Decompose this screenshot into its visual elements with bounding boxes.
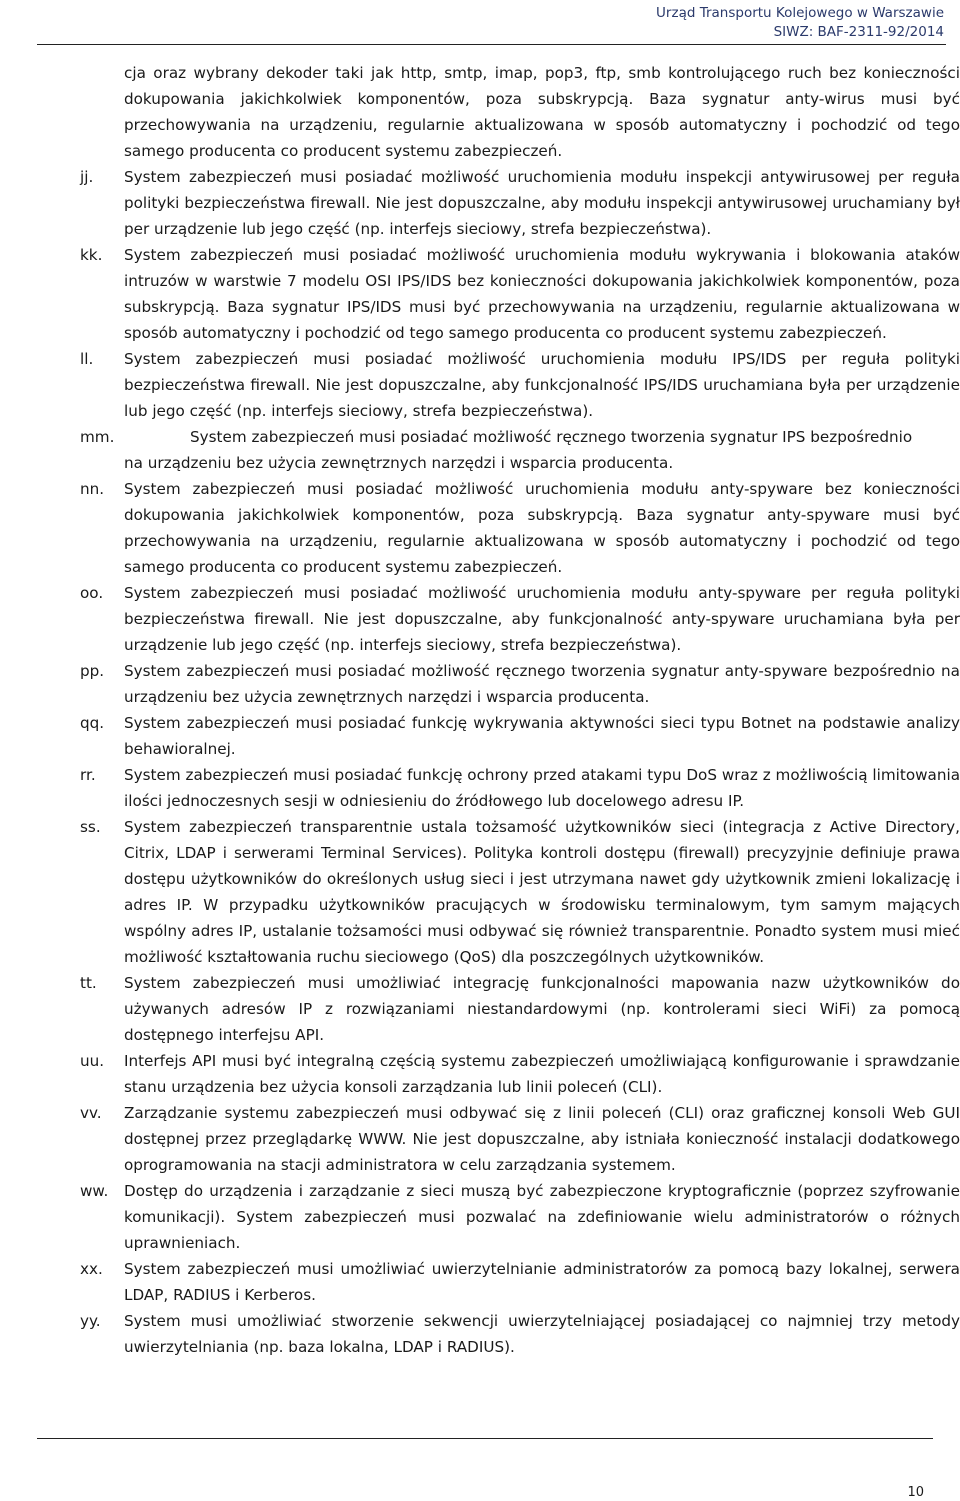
list-item-label: nn. <box>80 480 105 498</box>
list-item-text: System zabezpieczeń musi posiadać możliwość uruchomienia modułu IPS/IDS per reguła polityki bezpieczeństwa firewall. Nie jest dopuszczalne, aby funkcjonalność IPS/IDS uruchamiana była per urządzenie lub jego część (np. interfejs sieciowy, strefa bezpieczeństwa). <box>124 350 960 420</box>
document-header <box>656 4 944 42</box>
list-item-text: System zabezpieczeń musi posiadać funkcję ochrony przed atakami typu DoS wraz z możliwością limitowania ilości jednoczesnych sesji w odniesieniu do źródłowego lub docelowego adresu IP. <box>124 766 960 810</box>
list-item-label: rr. <box>80 766 96 784</box>
list-item-text: System musi umożliwiać stworzenie sekwencji uwierzytelniającej posiadającej co najmniej trzy metody uwierzytelniania (np. baza lokalna, LDAP i RADIUS). <box>124 1312 960 1356</box>
list-item-text-first-line: System zabezpieczeń musi posiadać możliwość ręcznego tworzenia sygnatur IPS bezpośrednio <box>190 428 913 446</box>
list-item <box>80 658 960 710</box>
list-item-text: System zabezpieczeń musi posiadać możliwość uruchomienia modułu anty-spyware per reguła polityki bezpieczeństwa firewall. Nie jest dopuszczalne, aby funkcjonalność anty-spyware uruchamiana była per urządzenie lub jego część (np. interfejs sieciowy, strefa bezpieczeństwa). <box>124 584 960 654</box>
list-item <box>80 1048 960 1100</box>
list-item-text: Zarządzanie systemu zabezpieczeń musi odbywać się z linii poleceń (CLI) oraz graficznej konsoli Web GUI dostępnej przez przeglądarkę WWW. Nie jest dopuszczalne, aby istniała konieczność instalacji dodatkowego oprogramowania na stacji administratora w celu zarządzania systemem. <box>124 1104 960 1174</box>
header-institution: Urząd Transportu Kolejowego w Warszawie <box>656 5 944 21</box>
list-item-label: uu. <box>80 1052 105 1070</box>
list-item <box>80 1256 960 1308</box>
items-list <box>80 164 960 1360</box>
list-item-text: Interfejs API musi być integralną częścią systemu zabezpieczeń umożliwiającą konfigurowanie i sprawdzanie stanu urządzenia bez użycia konsoli zarządzania lub linii poleceń (CLI). <box>124 1052 960 1096</box>
list-item-text: System zabezpieczeń transparentnie ustala tożsamość użytkowników sieci (integracja z Active Directory, Citrix, LDAP i serwerami Terminal Services). Polityka kontroli dostępu (firewall) precyzyjnie definiuje prawa dostępu użytkowników do określonych usług sieci i jest utrzymana nawet gdy użytkownik zmieni lokalizację i adres IP. W przypadku użytkowników pracujących w środowisku terminalowym, tym samym mających wspólny adres IP, ustalanie tożsamości musi odbywać się również transparentnie. Ponadto system musi mieć możliwość kształtowania ruchu sieciowego (QoS) dla poszczególnych użytkowników. <box>124 818 960 966</box>
list-item <box>80 762 960 814</box>
list-item-label: vv. <box>80 1104 102 1122</box>
list-item <box>80 476 960 580</box>
list-item-text: System zabezpieczeń musi posiadać funkcję wykrywania aktywności sieci typu Botnet na podstawie analizy behawioralnej. <box>124 714 960 758</box>
list-item <box>80 580 960 658</box>
list-item-label: xx. <box>80 1260 103 1278</box>
list-item-label: pp. <box>80 662 105 680</box>
list-item <box>80 1178 960 1256</box>
list-item <box>80 242 960 346</box>
list-item-label: kk. <box>80 246 103 264</box>
document-body <box>80 60 960 1360</box>
list-item-label: tt. <box>80 974 97 992</box>
list-item-label: yy. <box>80 1312 101 1330</box>
list-item-text: System zabezpieczeń musi umożliwiać integrację funkcjonalności mapowania nazw użytkowników do używanych adresów IP z rozwiązaniami niestandardowymi (np. kontrolerami sieci WiFi) za pomocą dostępnego interfejsu API. <box>124 974 960 1044</box>
list-item-label: mm. <box>80 428 115 446</box>
list-item-label: qq. <box>80 714 105 732</box>
footer-divider <box>37 1438 933 1439</box>
list-item <box>80 1100 960 1178</box>
list-item-label: jj. <box>80 168 94 186</box>
list-item <box>80 346 960 424</box>
list-item <box>80 1308 960 1360</box>
continued-paragraph: cja oraz wybrany dekoder taki jak http, smtp, imap, pop3, ftp, smb kontrolującego ruch bez konieczności dokupowania jakichkolwiek komponentów, poza subskrypcją. Baza sygnatur anty-wirus musi być przechowywania na urządzeniu, regularnie aktualizowana w sposób automatyczny i pochodzić od tego samego producenta co producent systemu zabezpieczeń. <box>124 64 960 160</box>
list-item-text: System zabezpieczeń musi umożliwiać uwierzytelnianie administratorów za pomocą bazy lokalnej, serwera LDAP, RADIUS i Kerberos. <box>124 1260 960 1304</box>
list-item-label: ww. <box>80 1182 109 1200</box>
list-item <box>80 164 960 242</box>
list-item <box>80 710 960 762</box>
list-item-text: System zabezpieczeń musi posiadać możliwość uruchomienia modułu wykrywania i blokowania ataków intruzów w warstwie 7 modelu OSI IPS/IDS bez konieczności dokupowania jakichkolwiek komponentów, poza subskrypcją. Baza sygnatur IPS/IDS musi być przechowywania na urządzeniu, regularnie aktualizowana w sposób automatyczny i pochodzić od tego samego producenta co producent systemu zabezpieczeń. <box>124 246 960 342</box>
header-reference: SIWZ: BAF-2311-92/2014 <box>773 24 944 40</box>
header-divider <box>37 44 946 45</box>
list-item-text: Dostęp do urządzenia i zarządzanie z sieci muszą być zabezpieczone kryptograficznie (poprzez szyfrowanie komunikacji). System zabezpieczeń musi pozwalać na zdefiniowanie wielu administratorów o różnych uprawnieniach. <box>124 1182 960 1252</box>
list-item-text: System zabezpieczeń musi posiadać możliwość ręcznego tworzenia sygnatur anty-spyware bezpośrednio na urządzeniu bez użycia zewnętrznych narzędzi i wsparcia producenta. <box>124 662 960 706</box>
list-item-label: ll. <box>80 350 94 368</box>
page-number: 10 <box>907 1485 924 1500</box>
list-item-text-continuation: na urządzeniu bez użycia zewnętrznych narzędzi i wsparcia producenta. <box>124 454 674 472</box>
list-item-text: System zabezpieczeń musi posiadać możliwość uruchomienia modułu anty-spyware bez konieczności dokupowania jakichkolwiek komponentów, poza subskrypcją. Baza sygnatur anty-spyware musi być przechowywania na urządzeniu, regularnie aktualizowana w sposób automatyczny i pochodzić od tego samego producenta co producent systemu zabezpieczeń. <box>124 480 960 576</box>
list-item-mm <box>80 424 960 476</box>
list-item-label: oo. <box>80 584 104 602</box>
list-item-text: System zabezpieczeń musi posiadać możliwość uruchomienia modułu inspekcji antywirusowej per reguła polityki bezpieczeństwa firewall. Nie jest dopuszczalne, aby modułu inspekcji antywirusowej uruchamiany był per urządzenie lub jego część (np. interfejs sieciowy, strefa bezpieczeństwa). <box>124 168 960 238</box>
list-item <box>80 814 960 970</box>
list-item <box>80 970 960 1048</box>
list-item-label: ss. <box>80 818 101 836</box>
